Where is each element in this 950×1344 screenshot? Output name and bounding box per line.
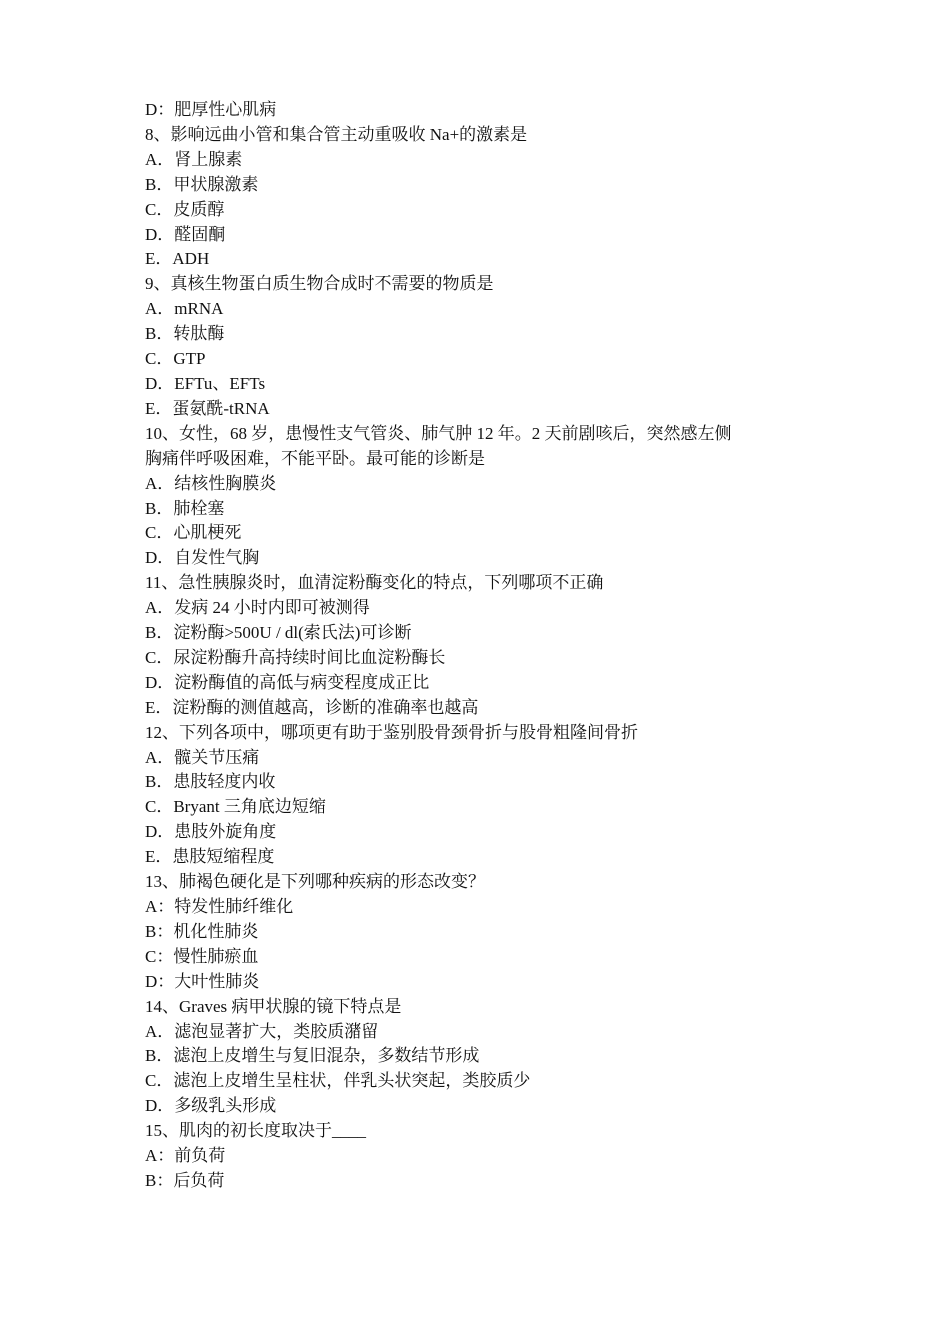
question-text: 胸痛伴呼吸困难，不能平卧。最可能的诊断是 bbox=[145, 448, 485, 468]
answer-option: A．发病 24 小时内即可被测得 bbox=[145, 598, 370, 618]
answer-option: D．自发性气胸 bbox=[145, 548, 260, 568]
answer-option: B：后负荷 bbox=[145, 1170, 225, 1190]
answer-option: A：前负荷 bbox=[145, 1146, 226, 1166]
answer-option: E．蛋氨酰-tRNA bbox=[145, 398, 270, 418]
answer-option: E．患肢短缩程度 bbox=[145, 847, 275, 867]
answer-option: C．心肌梗死 bbox=[145, 523, 242, 543]
answer-option: A．mRNA bbox=[145, 299, 224, 319]
answer-option: C．Bryant 三角底边短缩 bbox=[145, 797, 326, 817]
answer-option: B．滤泡上皮增生与复旧混杂，多数结节形成 bbox=[145, 1046, 480, 1066]
answer-option: D：肥厚性心肌病 bbox=[145, 100, 277, 119]
answer-option: C．皮质醇 bbox=[145, 199, 225, 219]
answer-option: B．甲状腺激素 bbox=[145, 174, 259, 194]
answer-option: E．淀粉酶的测值越高，诊断的准确率也越高 bbox=[145, 697, 479, 717]
answer-option: A．滤泡显著扩大，类胶质潴留 bbox=[145, 1021, 379, 1041]
answer-option: A：特发性肺纤维化 bbox=[145, 897, 294, 916]
question-text: 9、真核生物蛋白质生物合成时不需要的物质是 bbox=[145, 274, 494, 294]
answer-option: B．转肽酶 bbox=[145, 324, 225, 344]
answer-option: B．患肢轻度内收 bbox=[145, 772, 276, 792]
answer-option: A．髋关节压痛 bbox=[145, 747, 260, 767]
answer-option: C．GTP bbox=[145, 349, 206, 369]
document-page bbox=[145, 98, 825, 1194]
answer-option: D．患肢外旋角度 bbox=[145, 822, 277, 842]
answer-option: B：机化性肺炎 bbox=[145, 921, 259, 941]
question-text: 12、下列各项中，哪项更有助于鉴别股骨颈骨折与股骨粗隆间骨折 bbox=[145, 722, 638, 742]
answer-option: D．EFTu、EFTs bbox=[145, 373, 266, 393]
question-text: 10、女性，68 岁，患慢性支气管炎、肺气肿 12 年。2 天前剧咳后，突然感左侧 bbox=[145, 423, 732, 443]
answer-option: C．滤泡上皮增生呈柱状，伴乳头状突起，类胶质少 bbox=[145, 1071, 531, 1091]
answer-option: D：大叶性肺炎 bbox=[145, 971, 260, 991]
question-text: 14、Graves 病甲状腺的镜下特点是 bbox=[145, 996, 402, 1016]
question-text: 11、急性胰腺炎时，血清淀粉酶变化的特点，下列哪项不正确 bbox=[145, 573, 604, 593]
answer-option: B．肺栓塞 bbox=[145, 498, 225, 518]
answer-option: D．醛固酮 bbox=[145, 224, 226, 244]
answer-option: D．淀粉酶值的高低与病变程度成正比 bbox=[145, 672, 430, 692]
answer-option: E．ADH bbox=[145, 249, 210, 269]
answer-option: D．多级乳头形成 bbox=[145, 1096, 277, 1116]
answer-option: C：慢性肺瘀血 bbox=[145, 946, 259, 966]
question-text: 15、肌肉的初长度取决于____ bbox=[145, 1121, 366, 1141]
question-text: 8、影响远曲小管和集合管主动重吸收 Na+的激素是 bbox=[145, 124, 528, 144]
answer-option: A．结核性胸膜炎 bbox=[145, 473, 277, 493]
answer-option: C．尿淀粉酶升高持续时间比血淀粉酶长 bbox=[145, 647, 446, 667]
answer-option: A．肾上腺素 bbox=[145, 149, 243, 169]
question-text: 13、肺褐色硬化是下列哪种疾病的形态改变？ bbox=[145, 872, 485, 892]
answer-option: B．淀粉酶>500U / dl(索氏法)可诊断 bbox=[145, 623, 412, 643]
